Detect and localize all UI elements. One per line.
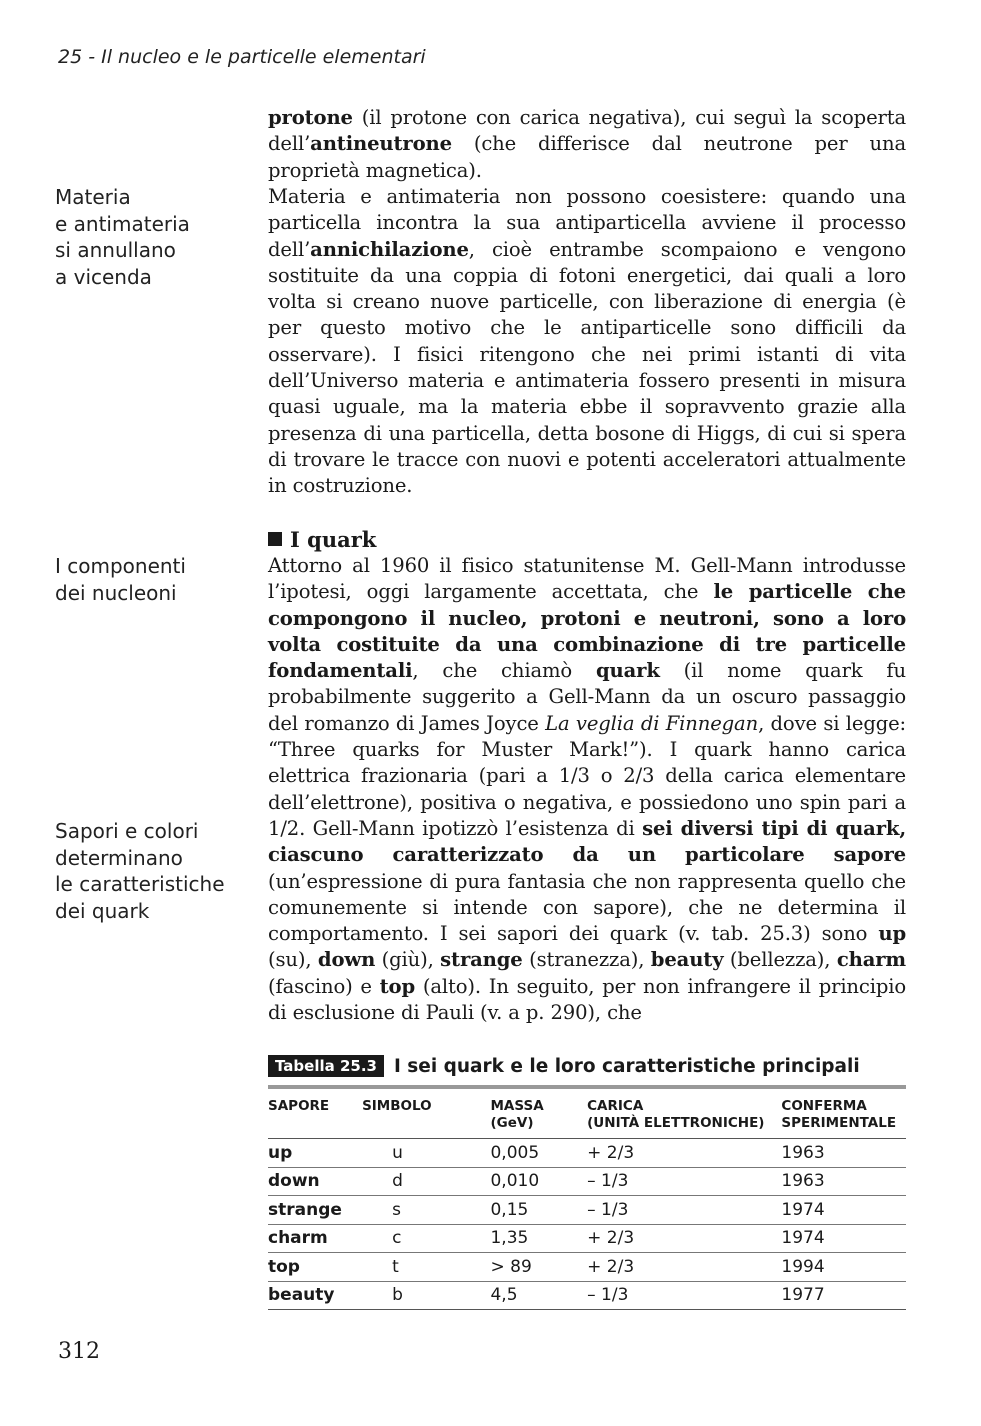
cell-carica: – 1/3 bbox=[587, 1196, 781, 1225]
text-run: (il protone con carica negativa), cui seguì la scoperta dell’ bbox=[268, 106, 906, 156]
cell-simbolo: d bbox=[362, 1167, 490, 1196]
book-title: La veglia di Finnegan bbox=[545, 711, 759, 735]
section-title: I quark bbox=[290, 527, 377, 552]
cell-massa: 0,010 bbox=[490, 1167, 587, 1196]
cell-carica: + 2/3 bbox=[587, 1139, 781, 1168]
table-row bbox=[268, 1281, 906, 1310]
margin-note-line: si annullano bbox=[55, 238, 176, 262]
margin-note-line: dei nucleoni bbox=[55, 580, 177, 605]
margin-note-line: I componenti bbox=[55, 554, 186, 578]
page-number: 312 bbox=[58, 1339, 100, 1364]
term-up: up bbox=[878, 922, 906, 946]
emphasis-text: sei diversi tipi di quark, ciascuno caratterizzato da un particolare sapore bbox=[268, 816, 907, 867]
text-run: Materia e antimateria non possono coesistere: quando una particella incontra la sua antiparticella avviene il processo dell’ bbox=[268, 185, 906, 261]
table-row bbox=[268, 1196, 906, 1225]
text-run: Attorno al 1960 il fisico statunitense M. Gell-Mann introdusse l’ipotesi, oggi largamente accettata, che bbox=[268, 554, 906, 604]
header-conferma: CONFERMA SPERIMENTALE bbox=[781, 1089, 906, 1139]
term-antineutrone: antineutrone bbox=[310, 132, 452, 156]
paragraph-annihilation bbox=[268, 184, 906, 500]
cell-massa: 4,5 bbox=[490, 1281, 587, 1310]
emphasis-text: le particelle che compongono il nucleo, protoni e neutroni, sono a loro volta costituite da una combinazione di tre particelle fondamentali bbox=[268, 580, 906, 683]
margin-note-line: dei quark bbox=[55, 898, 150, 923]
table-row bbox=[268, 1253, 906, 1282]
margin-note-matter-antimatter bbox=[55, 184, 245, 290]
term-strange: strange bbox=[440, 948, 523, 972]
section-heading bbox=[268, 527, 376, 552]
term-annichilazione: annichilazione bbox=[310, 237, 469, 261]
margin-note-line: a vicenda bbox=[55, 264, 152, 289]
text-run: , cioè entrambe scompaiono e vengono sostituite da una coppia di fotoni energetici, dai quali a loro volta si creano nuove particelle, con liberazione di energia (è per questo motivo che le antiparticelle sono difficili da osservare). I fisici ritengono che nei primi istanti di vita dell’Universo materia e antimateria fossero presenti in misura quasi uguale, ma la materia ebbe il sopravvento grazie alla presenza di una particella, detta bosone di Higgs, di cui si spera di trovare le tracce con nuovi e potenti acceleratori attualmente in costruzione. bbox=[268, 237, 906, 498]
cell-conferma: 1963 bbox=[781, 1167, 906, 1196]
header-carica: CARICA (UNITÀ ELETTRONICHE) bbox=[587, 1089, 781, 1139]
cell-simbolo: t bbox=[362, 1253, 490, 1282]
square-bullet-icon bbox=[268, 532, 282, 546]
text-run: (che differisce dal neutrone per una proprietà magnetica). bbox=[268, 132, 906, 182]
table-row bbox=[268, 1167, 906, 1196]
header-sapore: SAPORE bbox=[268, 1089, 362, 1139]
cell-sapore: beauty bbox=[268, 1281, 362, 1310]
text-run: (il nome quark fu probabilmente suggerito a Gell-Mann da un oscuro passaggio del romanzo di James Joyce bbox=[268, 659, 906, 735]
margin-note-line: determinano bbox=[55, 845, 183, 870]
term-beauty: beauty bbox=[650, 948, 724, 972]
cell-conferma: 1974 bbox=[781, 1224, 906, 1253]
cell-simbolo: u bbox=[362, 1139, 490, 1168]
text-run: , che chiamò bbox=[412, 659, 596, 683]
paragraph-antiproton bbox=[268, 105, 906, 184]
table-caption bbox=[268, 1053, 906, 1079]
margin-note-line: Materia bbox=[55, 185, 131, 209]
cell-carica: + 2/3 bbox=[587, 1253, 781, 1282]
margin-note-flavors-colors bbox=[55, 818, 245, 924]
running-head: 25 - Il nucleo e le particelle elementari bbox=[58, 46, 426, 68]
cell-carica: – 1/3 bbox=[587, 1281, 781, 1310]
text-run: (un’espressione di pura fantasia che non rappresenta quello che comunemente si intende con sapore), che ne determina il comportamento. I sei sapori dei quark (v. tab. 25.3) sono bbox=[268, 869, 906, 946]
header-massa: MASSA (GeV) bbox=[490, 1089, 587, 1139]
cell-simbolo: s bbox=[362, 1196, 490, 1225]
margin-note-line: e antimateria bbox=[55, 211, 190, 236]
header-simbolo: SIMBOLO bbox=[362, 1089, 490, 1139]
cell-carica: + 2/3 bbox=[587, 1224, 781, 1253]
cell-simbolo: c bbox=[362, 1224, 490, 1253]
cell-massa: > 89 bbox=[490, 1253, 587, 1282]
quark-table bbox=[268, 1089, 906, 1310]
text-run: (fascino) e bbox=[268, 974, 380, 998]
cell-carica: – 1/3 bbox=[587, 1167, 781, 1196]
cell-conferma: 1977 bbox=[781, 1281, 906, 1310]
table-label: Tabella 25.3 bbox=[268, 1055, 384, 1077]
term-protone: protone bbox=[268, 106, 353, 129]
term-charm: charm bbox=[836, 948, 906, 972]
table-row bbox=[268, 1139, 906, 1168]
text-run: (bellezza), bbox=[723, 948, 837, 972]
cell-conferma: 1963 bbox=[781, 1139, 906, 1168]
cell-conferma: 1994 bbox=[781, 1253, 906, 1282]
table-row bbox=[268, 1224, 906, 1253]
text-run: (su), bbox=[268, 948, 318, 972]
cell-sapore: down bbox=[268, 1167, 362, 1196]
paragraph-quarks bbox=[268, 553, 906, 1026]
quark-table-container bbox=[268, 1053, 906, 1310]
margin-note-line: Sapori e colori bbox=[55, 819, 199, 843]
term-down: down bbox=[317, 948, 376, 972]
cell-massa: 0,15 bbox=[490, 1196, 587, 1225]
cell-sapore: charm bbox=[268, 1224, 362, 1253]
term-top: top bbox=[379, 974, 416, 998]
cell-simbolo: b bbox=[362, 1281, 490, 1310]
margin-note-nucleon-components bbox=[55, 553, 245, 606]
cell-conferma: 1974 bbox=[781, 1196, 906, 1225]
table-title: I sei quark e le loro caratteristiche principali bbox=[393, 1055, 860, 1077]
cell-sapore: strange bbox=[268, 1196, 362, 1225]
text-run: (alto). In seguito, per non infrangere il principio di esclusione di Pauli (v. a p. 290), che bbox=[268, 974, 906, 1025]
margin-note-line: le caratteristiche bbox=[55, 872, 225, 896]
cell-massa: 0,005 bbox=[490, 1139, 587, 1168]
cell-sapore: up bbox=[268, 1139, 362, 1168]
text-run: , dove si legge: “Three quarks for Muster Mark!”). I quark hanno carica elettrica frazionaria (pari a 1/3 o 2/3 della carica elementare dell’elettrone), positiva o negativa, e possiedono uno spin pari a 1/2. Gell-Mann ipotizzò l’esistenza di bbox=[268, 711, 906, 840]
text-run: (giù), bbox=[375, 948, 441, 972]
text-run: (stranezza), bbox=[522, 948, 651, 972]
table-header-row bbox=[268, 1089, 906, 1139]
cell-massa: 1,35 bbox=[490, 1224, 587, 1253]
term-quark: quark bbox=[595, 659, 660, 683]
cell-sapore: top bbox=[268, 1253, 362, 1282]
